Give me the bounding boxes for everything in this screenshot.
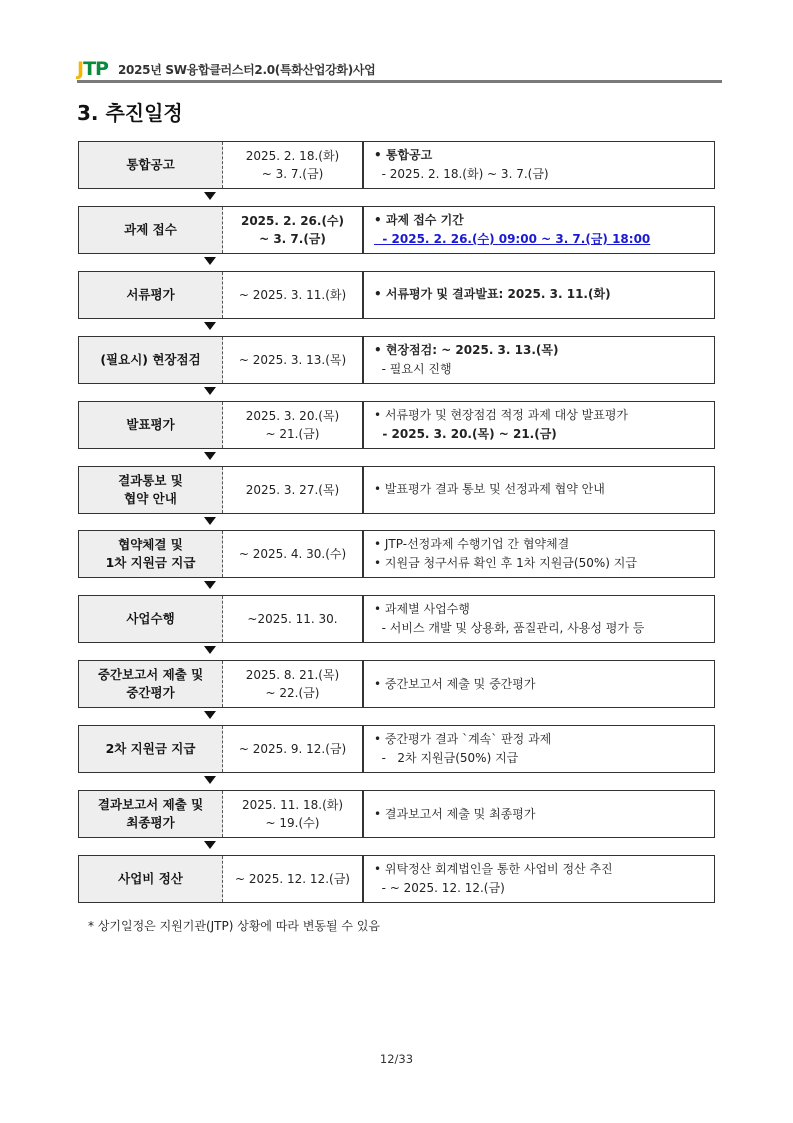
page-header — [77, 56, 721, 82]
step-box — [78, 466, 363, 514]
description-line[interactable]: - 2025. 2. 26.(수) 09:00 ~ 3. 7.(금) 18:00 — [374, 231, 651, 246]
schedule-step — [78, 855, 718, 903]
step-label: 과제 접수 — [79, 207, 223, 253]
schedule-step — [78, 595, 718, 643]
description-line: • 중간평가 결과 `계속` 판정 과제 — [374, 732, 552, 747]
description-line: - 2차 지원금(50%) 지급 — [374, 751, 519, 766]
description-line: • 통합공고 — [374, 148, 433, 162]
footnote: * 상기일정은 지원기관(JTP) 상황에 따라 변동될 수 있음 — [88, 919, 381, 933]
step-description — [363, 660, 715, 708]
description-line: • 과제 접수 기간 — [374, 212, 464, 227]
step-box — [78, 530, 363, 578]
step-description — [363, 725, 715, 773]
step-date: ~ 2025. 4. 30.(수) — [238, 547, 347, 562]
header-divider — [77, 80, 722, 83]
down-arrow-icon — [204, 776, 216, 784]
jtp-logo: JTP — [77, 58, 108, 80]
section-title: 3. 추진일정 — [77, 101, 183, 125]
step-label: (필요시) 현장점검 — [79, 337, 223, 383]
step-box — [78, 725, 363, 773]
step-box — [78, 271, 363, 319]
step-label: 결과통보 및 협약 안내 — [79, 467, 223, 513]
step-label: 발표평가 — [79, 402, 223, 448]
step-box — [78, 790, 363, 838]
step-description — [363, 855, 715, 903]
schedule-step — [78, 660, 718, 708]
description-line: - 서비스 개발 및 상용화, 품질관리, 사용성 평가 등 — [374, 621, 645, 636]
description-line: • 결과보고서 제출 및 최종평가 — [374, 806, 536, 821]
description-line: • 현장점검: ~ 2025. 3. 13.(목) — [374, 342, 559, 357]
schedule-step — [78, 336, 718, 384]
step-label: 중간보고서 제출 및 중간평가 — [79, 661, 223, 707]
description-line: • 과제별 사업수행 — [374, 602, 470, 617]
description-line: - ~ 2025. 12. 12.(금) — [374, 880, 505, 895]
schedule-step — [78, 530, 718, 578]
down-arrow-icon — [204, 711, 216, 719]
step-box — [78, 141, 363, 189]
description-line: - 필요시 진행 — [374, 361, 452, 376]
step-description — [363, 466, 715, 514]
down-arrow-icon — [204, 257, 216, 265]
schedule-step — [78, 725, 718, 773]
step-date: 2025. 3. 20.(목) ~ 21.(금) — [245, 408, 340, 441]
description-line: • 중간보고서 제출 및 중간평가 — [374, 676, 536, 691]
down-arrow-icon — [204, 646, 216, 654]
step-date: ~ 2025. 12. 12.(금) — [235, 871, 350, 886]
step-description — [363, 401, 715, 449]
step-description — [363, 141, 715, 189]
schedule-step — [78, 790, 718, 838]
header-title: 2025년 SW융합클러스터2.0(특화산업강화)사업 — [118, 63, 376, 77]
down-arrow-icon — [204, 322, 216, 330]
schedule-step — [78, 466, 718, 514]
step-description — [363, 530, 715, 578]
step-description — [363, 790, 715, 838]
step-label: 서류평가 — [79, 272, 223, 318]
schedule-step — [78, 141, 718, 189]
step-date: 2025. 2. 18.(화) ~ 3. 7.(금) — [245, 149, 340, 181]
step-description — [363, 271, 715, 319]
step-box — [78, 206, 363, 254]
step-box — [78, 401, 363, 449]
description-line: - 2025. 3. 20.(목) ~ 21.(금) — [374, 426, 557, 441]
step-description — [363, 206, 715, 254]
step-label: 2차 지원금 지급 — [79, 726, 223, 772]
down-arrow-icon — [204, 452, 216, 460]
description-line: • 서류평가 및 결과발표: 2025. 3. 11.(화) — [374, 287, 611, 302]
step-description — [363, 595, 715, 643]
down-arrow-icon — [204, 387, 216, 395]
down-arrow-icon — [204, 517, 216, 525]
step-label: 결과보고서 제출 및 최종평가 — [79, 791, 223, 837]
description-line: • 서류평가 및 현장점검 적정 과제 대상 발표평가 — [374, 407, 629, 422]
step-box — [78, 660, 363, 708]
step-box — [78, 595, 363, 643]
step-label: 협약체결 및 1차 지원금 지급 — [79, 531, 223, 577]
step-label: 사업비 정산 — [79, 856, 223, 902]
down-arrow-icon — [204, 581, 216, 589]
down-arrow-icon — [204, 192, 216, 200]
step-date: ~ 2025. 3. 11.(화) — [238, 287, 347, 302]
description-line: • 발표평가 결과 통보 및 선정과제 협약 안내 — [374, 482, 605, 496]
schedule-step — [78, 271, 718, 319]
step-date: 2025. 3. 27.(목) — [245, 482, 340, 497]
step-date: ~ 2025. 9. 12.(금) — [238, 742, 347, 757]
step-date: 2025. 11. 18.(화) ~ 19.(수) — [241, 798, 344, 830]
step-description — [363, 336, 715, 384]
step-date: ~ 2025. 3. 13.(목) — [238, 352, 347, 367]
step-date: 2025. 2. 26.(수) ~ 3. 7.(금) — [240, 213, 345, 246]
step-label: 사업수행 — [79, 596, 223, 642]
description-line: - 2025. 2. 18.(화) ~ 3. 7.(금) — [374, 167, 549, 181]
description-line: • 지원금 청구서류 확인 후 1차 지원금(50%) 지급 — [374, 556, 637, 571]
description-line: • 위탁정산 회계법인을 통한 사업비 정산 추진 — [374, 861, 613, 876]
step-date: ~2025. 11. 30. — [247, 612, 338, 627]
step-box — [78, 336, 363, 384]
down-arrow-icon — [204, 841, 216, 849]
page-number: 12/33 — [379, 1052, 414, 1066]
schedule-step — [78, 206, 718, 254]
step-label: 통합공고 — [79, 142, 223, 188]
schedule-step — [78, 401, 718, 449]
step-date: 2025. 8. 21.(목) ~ 22.(금) — [245, 668, 340, 701]
step-box — [78, 855, 363, 903]
description-line: • JTP-선정과제 수행기업 간 협약체결 — [374, 537, 570, 552]
